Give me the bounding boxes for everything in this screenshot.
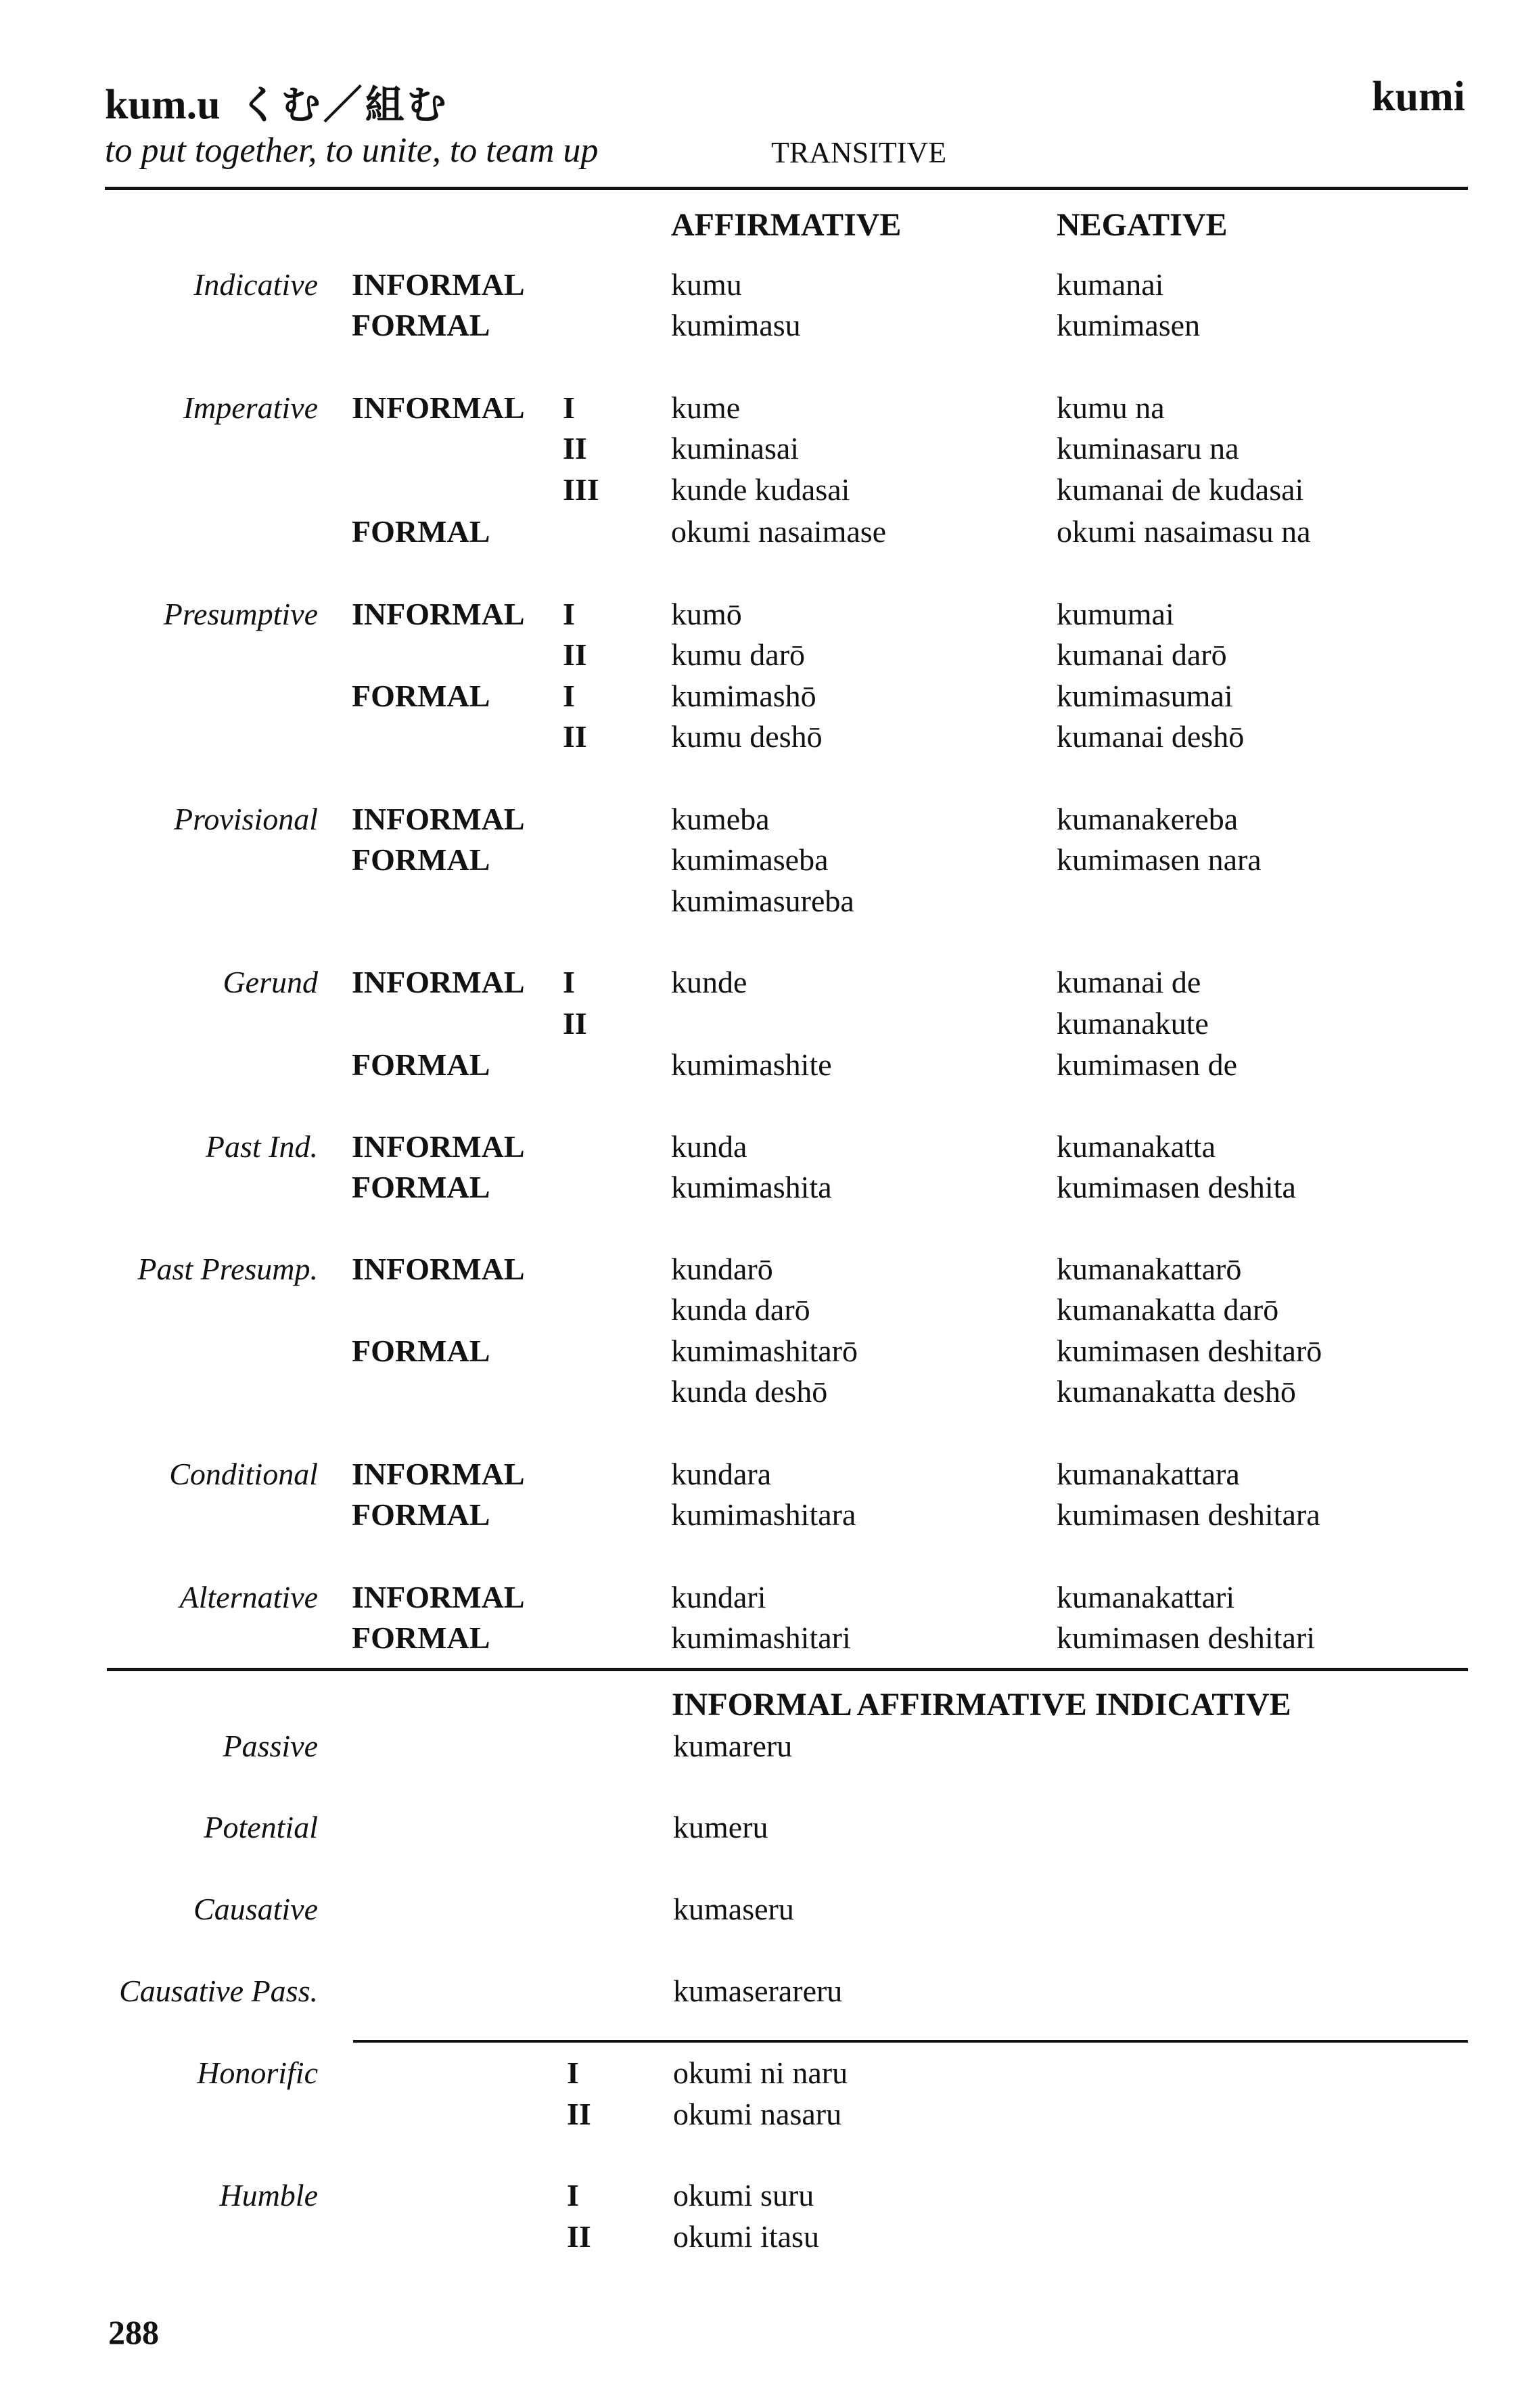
page-number: 288 <box>108 2313 159 2351</box>
conjugation-row <box>0 1044 1524 1086</box>
formality-label: INFORMAL <box>352 597 525 631</box>
conjugation-row <box>0 839 1524 881</box>
formality-label: INFORMAL <box>352 267 525 302</box>
header-rule <box>105 187 1468 190</box>
formality-label: FORMAL <box>352 1170 490 1204</box>
negative-form: kumanakute <box>1057 1006 1209 1041</box>
conjugation-row <box>0 1494 1524 1536</box>
derived-form-row <box>0 1807 1524 1848</box>
affirmative-heading: AFFIRMATIVE <box>671 207 902 243</box>
negative-form: kumimasen <box>1057 308 1201 342</box>
affirmative-form: kumeba <box>671 802 770 836</box>
affirmative-form: kumu deshō <box>671 719 823 754</box>
form-label: Alternative <box>179 1580 318 1614</box>
affirmative-form: kunda darō <box>671 1292 810 1327</box>
conjugation-row <box>0 428 1524 470</box>
conjugation-row <box>0 1453 1524 1495</box>
form-label: Gerund <box>223 965 318 999</box>
verb-romaji: kum.u <box>105 82 221 128</box>
form-label: Passive <box>223 1729 318 1763</box>
formality-label: FORMAL <box>352 514 490 549</box>
negative-form: kumanai darō <box>1057 637 1227 672</box>
negative-form: kumanai de <box>1057 965 1201 999</box>
affirmative-form: kumu darō <box>671 637 806 672</box>
verb-title <box>105 73 449 130</box>
conjugation-row <box>0 1003 1524 1045</box>
affirmative-form: kundari <box>671 1580 766 1614</box>
negative-form: kumanakatta darō <box>1057 1292 1279 1327</box>
conjugation-row <box>0 1617 1524 1659</box>
conjugation-row <box>0 1371 1524 1413</box>
form-label: Humble <box>219 2178 318 2212</box>
affirmative-form: kumimashite <box>671 1047 832 1082</box>
conjugation-row <box>0 634 1524 676</box>
affirmative-form: kumimashita <box>671 1170 832 1204</box>
derived-form-row <box>0 2093 1524 2135</box>
negative-form: kumimasen de <box>1057 1047 1237 1082</box>
affirmative-form: kumimashō <box>671 679 816 713</box>
variant-numeral: I <box>563 390 575 425</box>
negative-form: okumi nasaimasu na <box>1057 514 1311 549</box>
derived-form-row <box>0 2175 1524 2217</box>
negative-form: kumimasen nara <box>1057 842 1262 877</box>
derived-form-row <box>0 1725 1524 1767</box>
variant-numeral: I <box>567 2055 579 2090</box>
conjugation-row <box>0 1289 1524 1331</box>
affirmative-form: kumimashitari <box>671 1620 851 1655</box>
section-rule <box>107 1668 1468 1671</box>
affirmative-form: kuminasai <box>671 431 800 465</box>
affirmative-form: kumimashitara <box>671 1497 856 1532</box>
affirmative-form: kunde <box>671 965 747 999</box>
variant-numeral: II <box>567 2219 591 2254</box>
affirmative-form: okumi ni naru <box>673 2055 848 2090</box>
conjugation-row <box>0 304 1524 346</box>
affirmative-form: okumi nasaimase <box>671 514 887 549</box>
variant-numeral: I <box>563 597 575 631</box>
affirmative-form: kumaseru <box>673 1892 794 1926</box>
negative-form: kumanakatta <box>1057 1129 1216 1164</box>
conjugation-row <box>0 1248 1524 1290</box>
form-label: Indicative <box>193 267 318 302</box>
negative-heading: NEGATIVE <box>1057 207 1228 243</box>
conjugation-row <box>0 880 1524 922</box>
formality-label: FORMAL <box>352 308 490 342</box>
variant-numeral: II <box>567 2097 591 2131</box>
form-label: Potential <box>204 1810 318 1844</box>
formality-label: INFORMAL <box>352 1457 525 1491</box>
derived-forms-heading: INFORMAL AFFIRMATIVE INDICATIVE <box>672 1687 1291 1723</box>
negative-form: kumimasen deshitarō <box>1057 1334 1322 1368</box>
derived-form-row <box>0 1888 1524 1930</box>
conjugation-row <box>0 1330 1524 1372</box>
formality-label: INFORMAL <box>352 1129 525 1164</box>
affirmative-form: kunda deshō <box>671 1374 828 1409</box>
formality-label: INFORMAL <box>352 802 525 836</box>
affirmative-form: kume <box>671 390 741 425</box>
variant-numeral: I <box>567 2178 579 2212</box>
affirmative-form: okumi nasaru <box>673 2097 842 2131</box>
negative-form: kumimasen deshitara <box>1057 1497 1320 1532</box>
verb-type: TRANSITIVE <box>771 136 947 169</box>
conjugation-row <box>0 1576 1524 1618</box>
affirmative-form: kunde kudasai <box>671 472 850 507</box>
affirmative-form: kumimaseba <box>671 842 829 877</box>
negative-form: kumumai <box>1057 597 1174 631</box>
conjugation-row <box>0 798 1524 840</box>
negative-form: kumanai deshō <box>1057 719 1245 754</box>
formality-label: INFORMAL <box>352 1252 525 1286</box>
derived-form-row <box>0 2052 1524 2094</box>
negative-form: kumanakatta deshō <box>1057 1374 1296 1409</box>
conjugation-row <box>0 1166 1524 1208</box>
conjugation-row <box>0 511 1524 553</box>
form-label: Causative Pass. <box>119 1974 318 2008</box>
variant-numeral: I <box>563 965 575 999</box>
negative-form: kumimasen deshitari <box>1057 1620 1315 1655</box>
formality-label: INFORMAL <box>352 390 525 425</box>
negative-form: kumanakattarō <box>1057 1252 1242 1286</box>
affirmative-form: kumaserareru <box>673 1974 843 2008</box>
affirmative-form: kumimasureba <box>671 884 854 918</box>
form-label: Provisional <box>174 802 318 836</box>
negative-form: kuminasaru na <box>1057 431 1239 465</box>
negative-form: kumimasumai <box>1057 679 1233 713</box>
conjugation-row <box>0 961 1524 1003</box>
variant-numeral: III <box>563 472 599 507</box>
conjugation-row <box>0 469 1524 511</box>
variant-numeral: II <box>563 431 587 465</box>
conjugation-row <box>0 264 1524 306</box>
affirmative-form: kumō <box>671 597 742 631</box>
formality-label: FORMAL <box>352 1497 490 1532</box>
verb-stem: kumi <box>1372 74 1465 120</box>
affirmative-form: kunda <box>671 1129 747 1164</box>
formality-label: FORMAL <box>352 1620 490 1655</box>
verb-meaning: to put together, to unite, to team up <box>105 131 599 170</box>
derived-form-row <box>0 1970 1524 2012</box>
form-label: Causative <box>193 1892 318 1926</box>
form-label: Imperative <box>183 390 318 425</box>
formality-label: INFORMAL <box>352 1580 525 1614</box>
variant-numeral: II <box>563 719 587 754</box>
derived-form-row <box>0 2216 1524 2258</box>
negative-form: kumanakattara <box>1057 1457 1240 1491</box>
negative-form: kumu na <box>1057 390 1165 425</box>
conjugation-row <box>0 675 1524 717</box>
formality-label: FORMAL <box>352 1047 490 1082</box>
affirmative-form: kumu <box>671 267 742 302</box>
formality-label: FORMAL <box>352 1334 490 1368</box>
affirmative-form: okumi suru <box>673 2178 814 2212</box>
affirmative-form: kumareru <box>673 1729 793 1763</box>
variant-numeral: II <box>563 637 587 672</box>
form-label: Past Presump. <box>137 1252 318 1286</box>
formality-label: INFORMAL <box>352 965 525 999</box>
conjugation-row <box>0 716 1524 758</box>
negative-form: kumanakattari <box>1057 1580 1235 1614</box>
affirmative-form: kumimashitarō <box>671 1334 858 1368</box>
conjugation-row <box>0 387 1524 429</box>
variant-numeral: I <box>563 679 575 713</box>
conjugation-row <box>0 1126 1524 1168</box>
formality-label: FORMAL <box>352 679 490 713</box>
affirmative-form: kumeru <box>673 1810 768 1844</box>
negative-form: kumimasen deshita <box>1057 1170 1296 1204</box>
formality-label: FORMAL <box>352 842 490 877</box>
affirmative-form: kundarō <box>671 1252 773 1286</box>
form-label: Past Ind. <box>205 1129 318 1164</box>
conjugation-row <box>0 593 1524 635</box>
form-label: Conditional <box>169 1457 318 1491</box>
affirmative-form: okumi itasu <box>673 2219 819 2254</box>
form-label: Honorific <box>197 2055 318 2090</box>
honorific-rule <box>353 2040 1468 2043</box>
negative-form: kumanai <box>1057 267 1164 302</box>
affirmative-form: kumimasu <box>671 308 801 342</box>
negative-form: kumanakereba <box>1057 802 1239 836</box>
variant-numeral: II <box>563 1006 587 1041</box>
negative-form: kumanai de kudasai <box>1057 472 1304 507</box>
affirmative-form: kundara <box>671 1457 772 1491</box>
form-label: Presumptive <box>163 597 318 631</box>
verb-kana: くむ／組む <box>239 82 449 128</box>
